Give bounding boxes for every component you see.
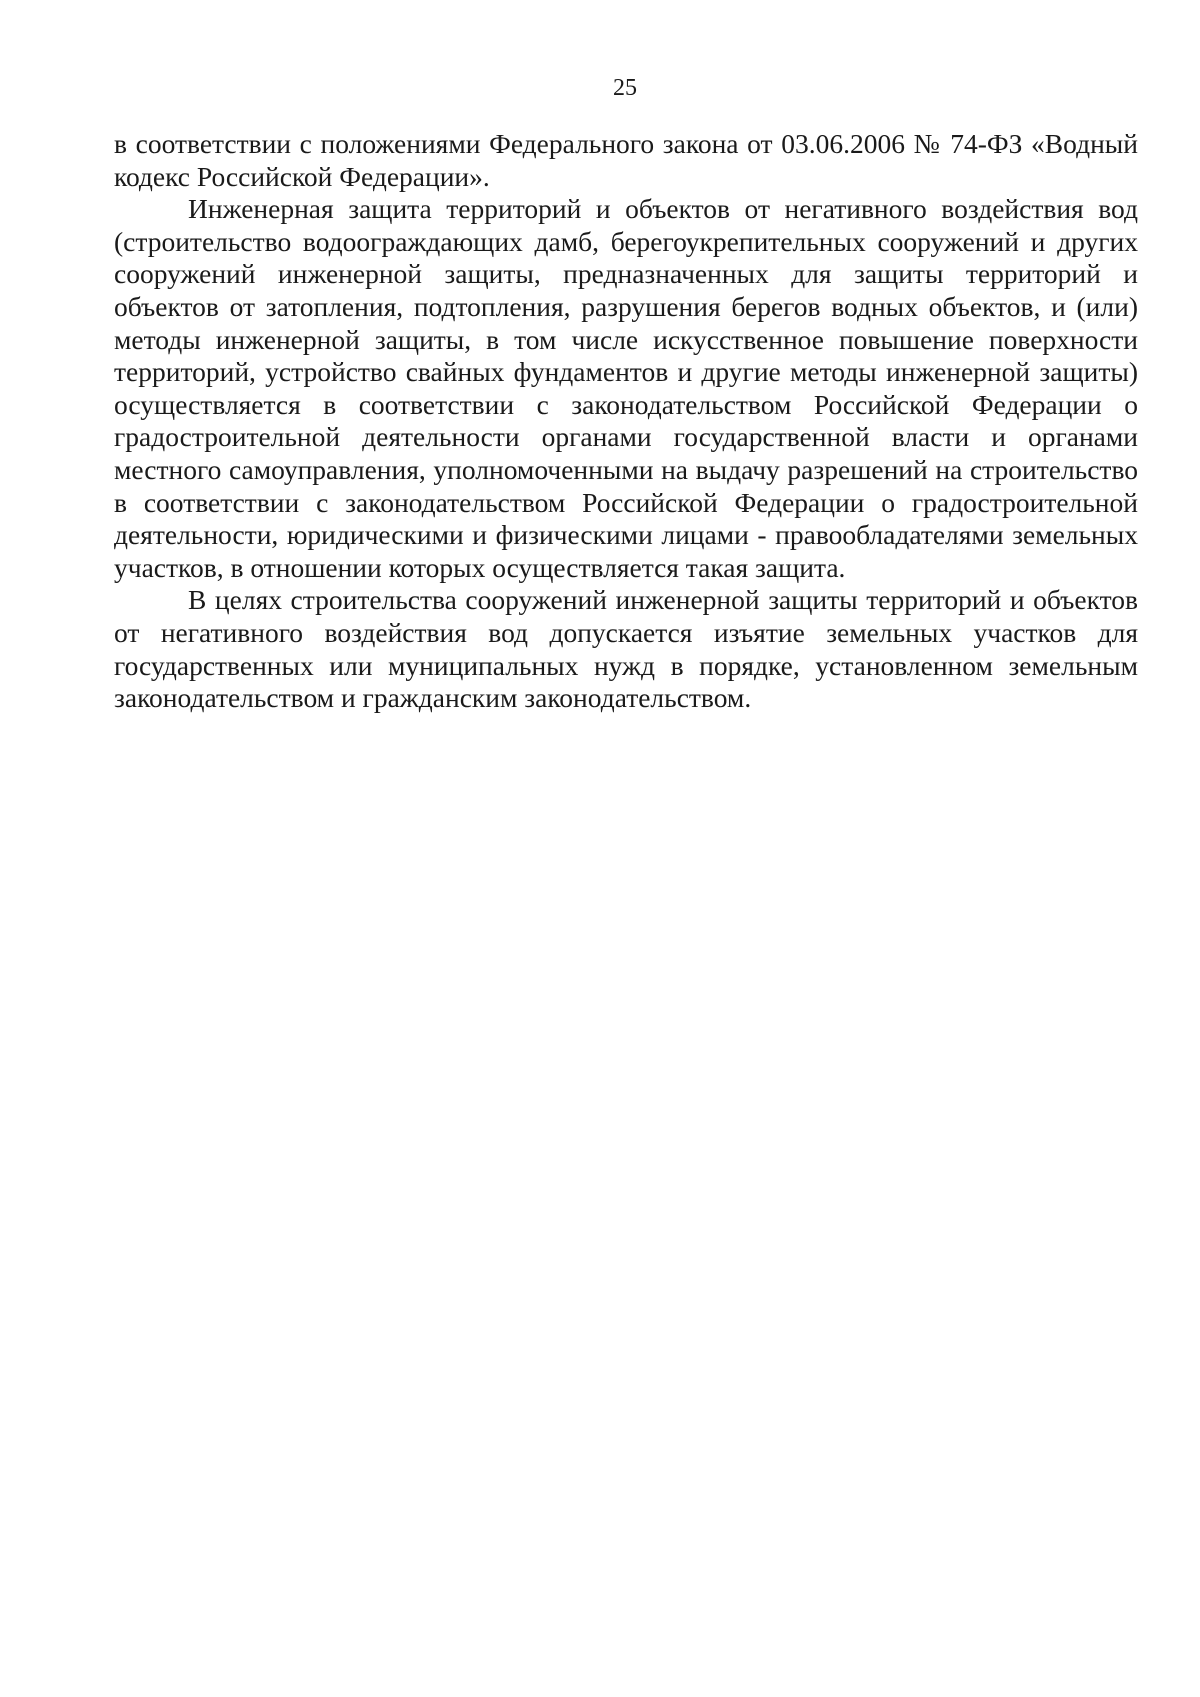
document-body <box>114 128 1138 715</box>
paragraph-1: в соответствии с положениями Федерального закона от 03.06.2006 № 74-ФЗ «Водный кодекс Российской Федерации». <box>114 128 1138 192</box>
page-number: 25 <box>613 75 637 101</box>
paragraph-3: В целях строительства сооружений инженерной защиты территорий и объектов от негативного воздействия вод допускается изъятие земельных участков для государственных или муниципальных нужд в порядке, установленном земельным законодательством и гражданским законодательством. <box>114 584 1138 714</box>
paragraph-2: Инженерная защита территорий и объектов от негативного воздействия вод (строительство водоограждающих дамб, берегоукрепительных сооружений и других сооружений инженерной защиты, предназначенных для защиты территорий и объектов от затопления, подтопления, разрушения берегов водных объектов, и (или) методы инженерной защиты, в том числе искусственное повышение поверхности территорий, устройство свайных фундаментов и другие методы инженерной защиты) осуществляется в соответствии с законодательством Российской Федерации о градостроительной деятельности органами государственной власти и органами местного самоуправления, уполномоченными на выдачу разрешений на строительство в соответствии с законодательством Российской Федерации о градостроительной деятельности, юридическими и физическими лицами - правообладателями земельных участков, в отношении которых осуществляется такая защита. <box>114 193 1138 583</box>
